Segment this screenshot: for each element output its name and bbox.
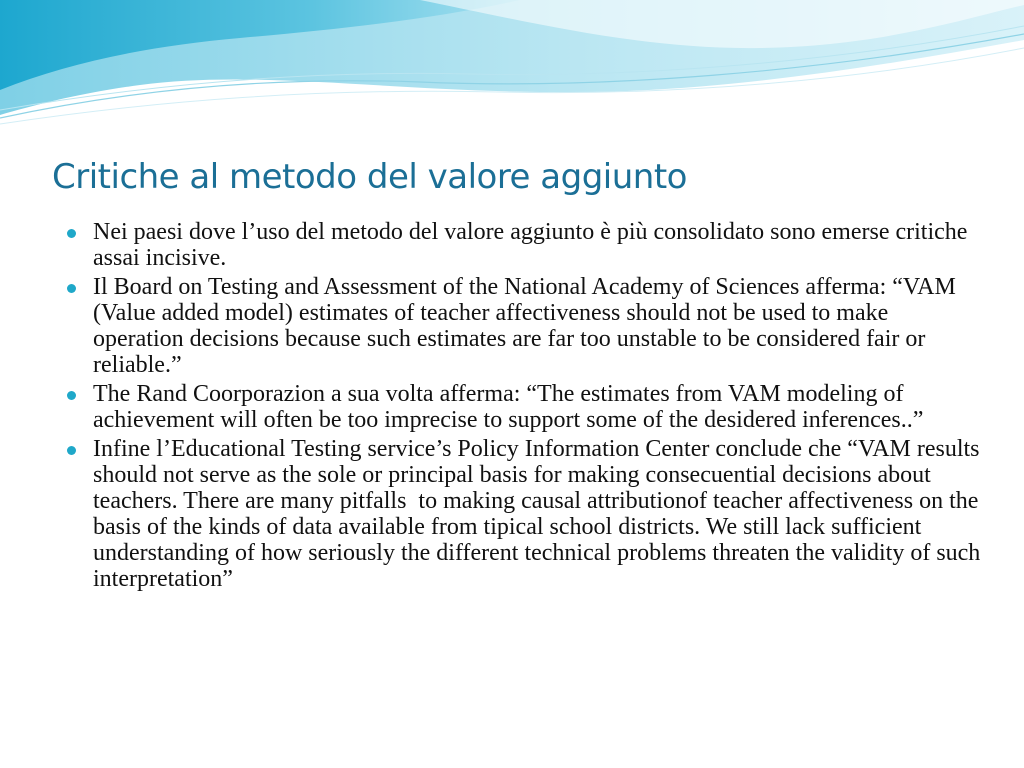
bullet-text: Infine l’Educational Testing service’s Policy Information Center conclude che “VAM results should not serve as the sole or principal basis for making consecuential decisions about teachers. There are many pitfalls to making causal attributionof teacher affectiveness on the basis of the kinds of data available from tipical school districts. We still lack sufficient understanding of how seriously the different technical problems threaten the validity of such interpretation” [93, 436, 987, 592]
bullet-item [66, 274, 981, 378]
bullet-text: Il Board on Testing and Assessment of the National Academy of Sciences afferma: “VAM (Value added model) estimates of teacher affectiveness should not be used to make operation decisions because such estimates are far too unstable to be considered fair or reliable.” [93, 274, 962, 378]
bullet-text: The Rand Coorporazion a sua volta afferma: “The estimates from VAM modeling of achievement will often be too imprecise to support some of the desidered inferences..” [93, 381, 924, 433]
bullet-dot-icon [67, 391, 76, 400]
bullet-text: Nei paesi dove l’uso del metodo del valore aggiunto è più consolidato sono emerse critiche assai incisive. [93, 219, 974, 271]
wave-banner [0, 0, 1024, 140]
bullet-dot-icon [67, 446, 76, 455]
slide-title: Critiche al metodo del valore aggiunto [52, 157, 687, 197]
bullet-item [66, 381, 981, 433]
bullet-item [66, 219, 981, 271]
bullet-list [66, 219, 987, 595]
bullet-dot-icon [67, 229, 76, 238]
bullet-item [66, 436, 987, 592]
bullet-dot-icon [67, 284, 76, 293]
